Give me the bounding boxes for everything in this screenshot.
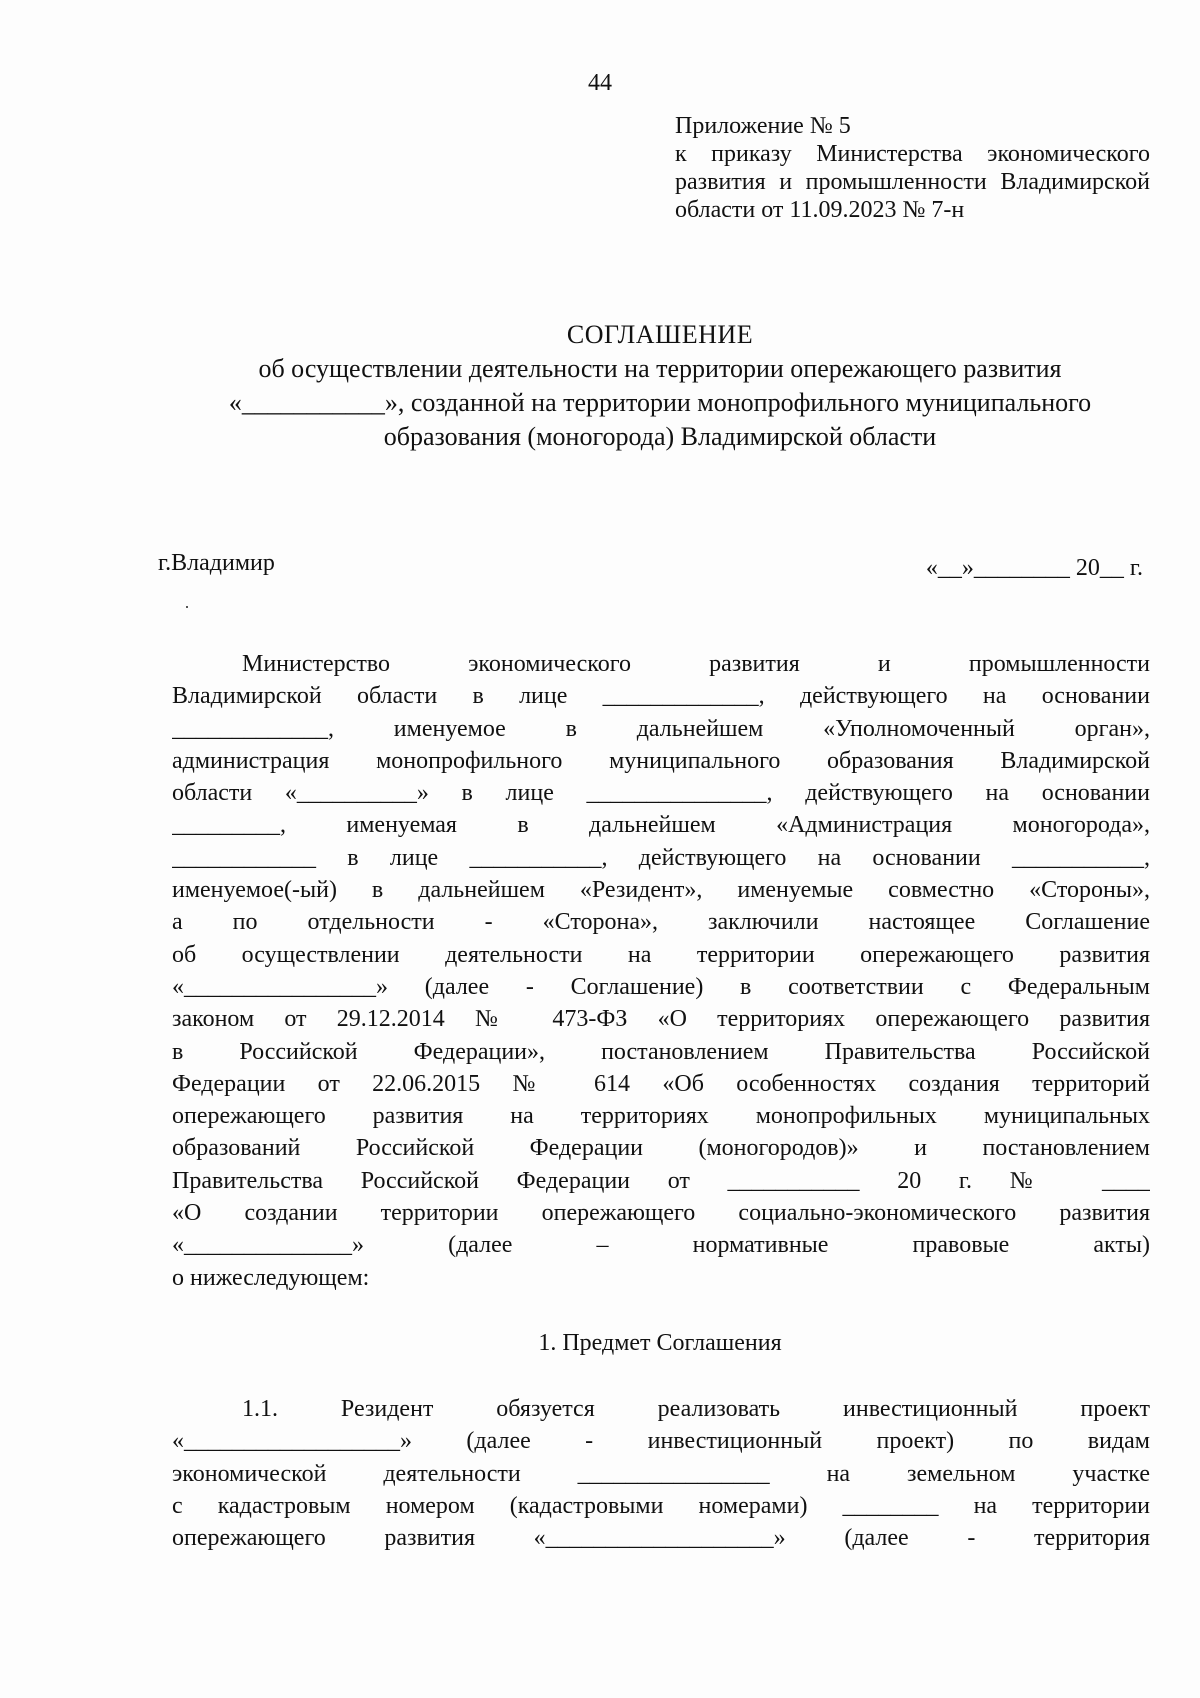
paragraph-line: Министерство экономического развития и промышленности xyxy=(242,651,1150,677)
title-heading: СОГЛАШЕНИЕ xyxy=(566,320,754,349)
appendix-note xyxy=(675,112,1150,224)
appendix-line: Приложение № 5 xyxy=(675,113,851,139)
page-number: 44 xyxy=(588,70,612,96)
paragraph-line: с кадастровым номером (кадастровыми номерами) ________ на территории xyxy=(172,1492,1150,1519)
paragraph-line: Владимирской области в лице _____________, действующего на основании xyxy=(172,683,1150,710)
appendix-line: к приказу Министерства экономического xyxy=(675,141,1150,167)
paragraph-line: «О создании территории опережающего социально-экономического развития xyxy=(172,1200,1150,1227)
appendix-line: развития и промышленности Владимирской xyxy=(675,169,1150,195)
paragraph-line: администрация монопрофильного муниципального образования Владимирской xyxy=(172,747,1150,774)
paragraph-line: «______________» (далее – нормативные правовые акты) xyxy=(172,1232,1150,1259)
title-line: образования (моногорода) Владимирской области xyxy=(383,422,937,451)
paragraph-line: в Российской Федерации», постановлением Правительства Российской xyxy=(172,1038,1150,1065)
section-heading: 1. Предмет Соглашения xyxy=(538,1330,782,1356)
title-line: об осуществлении деятельности на территории опережающего развития xyxy=(258,354,1062,383)
paragraph-line: об осуществлении деятельности на территории опережающего развития xyxy=(172,941,1150,968)
paragraph-line: области «__________» в лице _______________, действующего на основании xyxy=(172,780,1150,807)
place-of-signing: г.Владимир xyxy=(158,550,275,576)
preamble-paragraph xyxy=(172,648,1150,1294)
paragraph-line: _____________, именуемое в дальнейшем «Уполномоченный орган», xyxy=(172,715,1150,742)
document-title xyxy=(150,318,1170,454)
appendix-line: области от 11.09.2023 № 7-н xyxy=(675,197,965,223)
paragraph-line: о нижеследующем: xyxy=(172,1264,370,1291)
paragraph-line: опережающего развития на территориях монопрофильных муниципальных xyxy=(172,1103,1150,1130)
section-paragraph xyxy=(172,1393,1150,1554)
paragraph-line: законом от 29.12.2014 № 473-ФЗ «О территориях опережающего развития xyxy=(172,1006,1150,1033)
paragraph-line: Федерации от 22.06.2015 № 614 «Об особенностях создания территорий xyxy=(172,1070,1150,1097)
date-of-signing: «__»________ 20__ г. xyxy=(925,555,1143,581)
paragraph-line: опережающего развития «___________________» (далее - территория xyxy=(172,1525,1150,1552)
paragraph-line: образований Российской Федерации (моногородов)» и постановлением xyxy=(172,1135,1150,1162)
paragraph-line: ____________ в лице ___________, действующего на основании ___________, xyxy=(172,844,1150,871)
paragraph-line: именуемое(-ый) в дальнейшем «Резидент», именуемые совместно «Стороны», xyxy=(172,877,1150,904)
paragraph-line: «__________________» (далее - инвестиционный проект) по видам xyxy=(172,1428,1150,1455)
scan-speck xyxy=(186,606,188,608)
paragraph-line: Правительства Российской Федерации от ___________ 20 г. № ____ xyxy=(172,1167,1150,1194)
paragraph-line: _________, именуемая в дальнейшем «Администрация моногорода», xyxy=(172,812,1150,839)
paragraph-line: «________________» (далее - Соглашение) в соответствии с Федеральным xyxy=(172,973,1150,1000)
paragraph-line: а по отдельности - «Сторона», заключили настоящее Соглашение xyxy=(172,909,1150,936)
paragraph-line: экономической деятельности ________________ на земельном участке xyxy=(172,1460,1150,1487)
title-line: «___________», созданной на территории монопрофильного муниципального xyxy=(228,388,1092,417)
paragraph-line: 1.1. Резидент обязуется реализовать инвестиционный проект xyxy=(242,1396,1150,1422)
